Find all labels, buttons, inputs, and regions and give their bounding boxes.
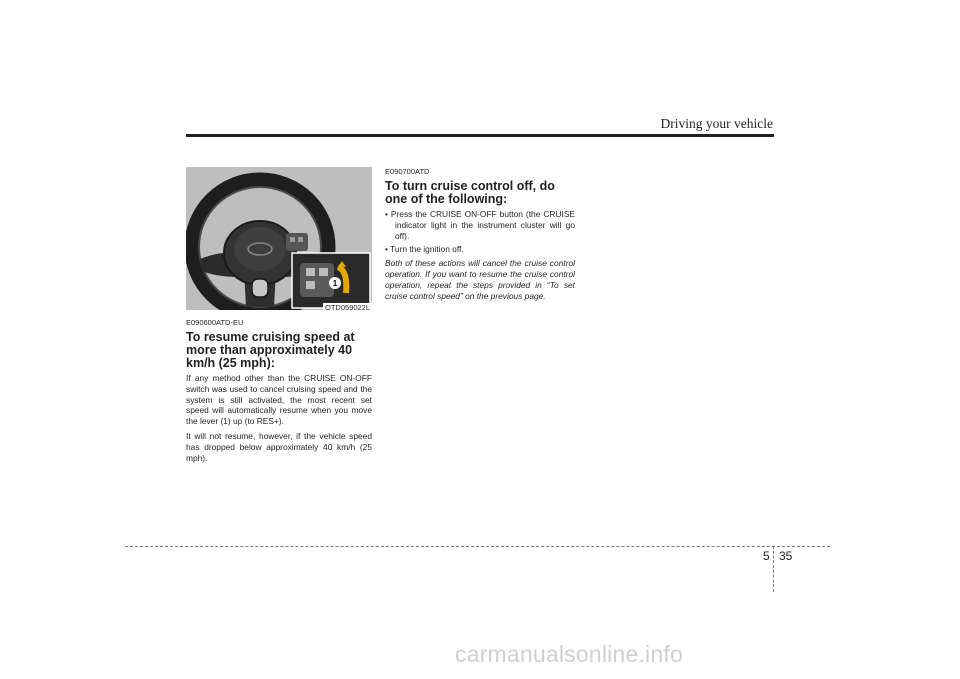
lever-callout: 1 [332, 279, 338, 288]
section-code: E090700ATD [385, 167, 430, 176]
figure-code: OTD059022L [325, 303, 371, 312]
footer-divider [773, 546, 774, 592]
page-number: 35 [779, 549, 793, 563]
section-code: E090600ATD-EU [186, 318, 244, 327]
right-column [385, 167, 575, 301]
header-rule [186, 134, 774, 137]
body-paragraph: It will not resume, however, if the vehicle speed has dropped below approximately 40 km/h (25 mph). [186, 430, 372, 463]
chapter-number: 5 [763, 549, 770, 563]
watermark: carmanualsonline.info [455, 641, 683, 667]
section-heading: To turn cruise control off, do one of the following: [385, 179, 555, 206]
list-item: • Turn the ignition off. [385, 244, 464, 255]
italic-note: Both of these actions will cancel the cruise control operation. If you want to resume the cruise control operation, repeat the steps provided in “To set cruise control speed” on the previous page. [385, 258, 575, 301]
steering-wheel-illustration [186, 167, 372, 310]
footer-rule [125, 546, 830, 547]
section-heading: To resume cruising speed at more than approximately 40 km/h (25 mph): [186, 330, 355, 370]
left-column [186, 318, 372, 467]
steering-wheel-figure [186, 167, 372, 310]
list-item: • Press the CRUISE ON-OFF button (the CRUISE indicator light in the instrument cluster will go off). [385, 209, 575, 241]
bullet-list [385, 209, 575, 255]
section-title: Driving your vehicle [660, 116, 773, 131]
body-paragraph: If any method other than the CRUISE ON-OFF switch was used to cancel cruising speed and the system is still activated, the most recent set speed will automatically resume when you move the lever (1) up (to RES+). [186, 373, 372, 427]
